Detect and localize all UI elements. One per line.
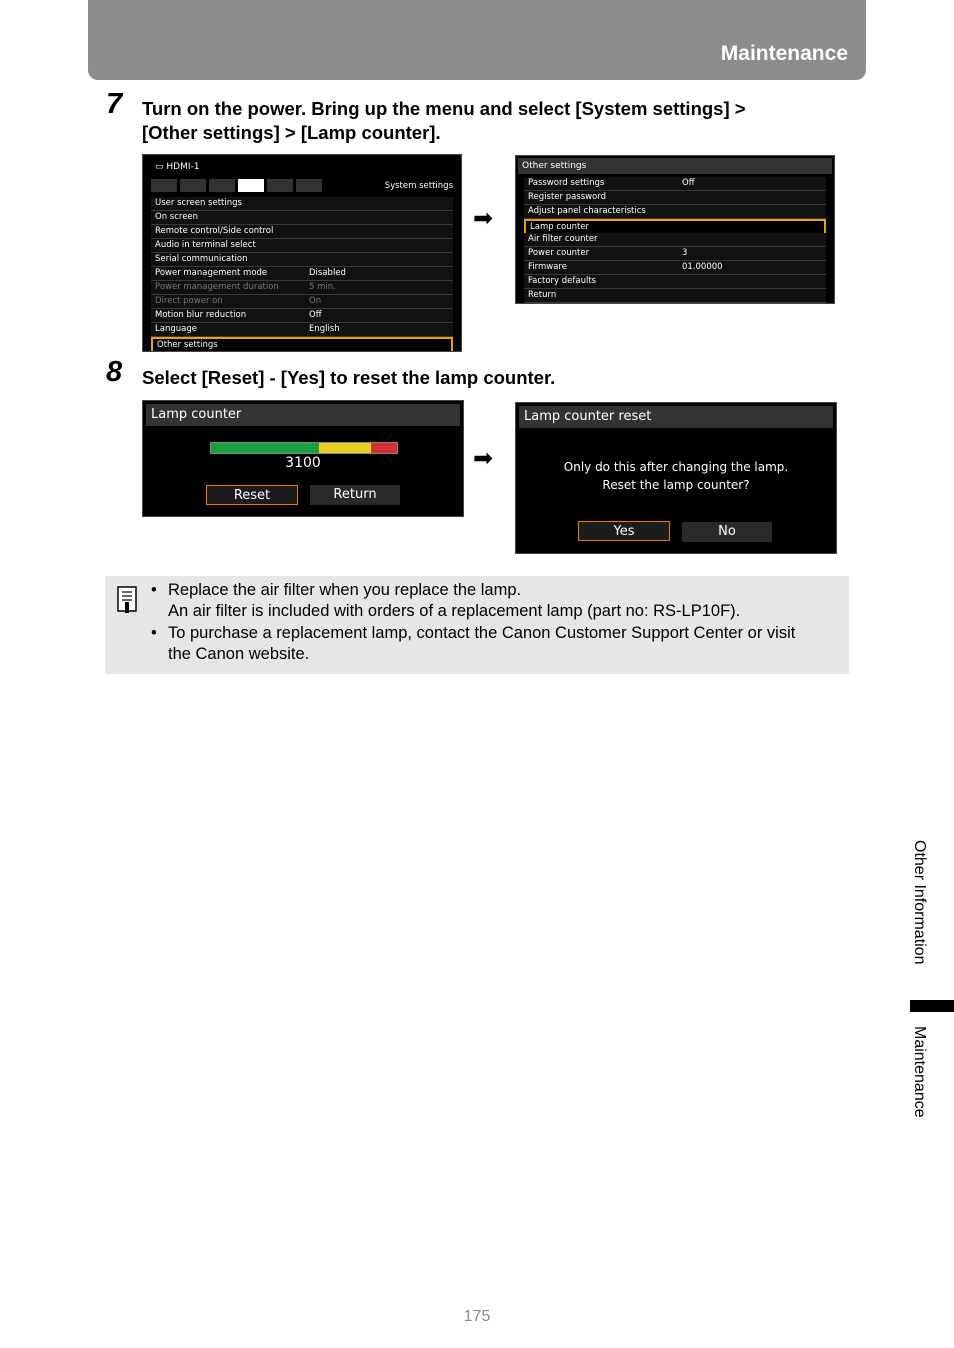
lamp-reset-message-line1: Only do this after changing the lamp. [563,460,789,474]
right-arrow-icon: ➡ [473,445,494,472]
menu-row[interactable] [151,225,453,239]
tab-title: System settings [384,181,453,191]
note-bullet-2: • [151,624,157,642]
menu-row[interactable] [524,247,826,261]
menu-row-label: Language [155,324,197,334]
header-title: Maintenance [720,42,848,65]
menu-row-label: Remote control/Side control [155,226,274,236]
page-number: 175 [463,1308,491,1325]
menu-tabs [151,179,321,193]
menu-row-value: Disabled [309,268,346,278]
menu-row-label: Factory defaults [528,276,597,286]
note-item-1-line2: An air filter is included with orders of a replacement lamp (part no: RS-LP10F). [168,602,741,620]
menu-row-label: Power management duration [155,282,279,292]
other-settings-screen [515,155,835,304]
menu-row-label: Direct power on [155,296,223,306]
menu-row[interactable] [151,239,453,253]
note-box [105,576,849,674]
note-bullet-1: • [151,581,157,599]
menu-row[interactable] [524,289,826,303]
lamp-reset-title: Lamp counter reset [519,406,833,428]
menu-row[interactable] [524,275,826,289]
lamp-bar-green [211,443,319,453]
menu-row-value: On [309,296,322,306]
step-7-number: 7 [106,88,123,120]
step-8-text: Select [Reset] - [Yes] to reset the lamp counter. [142,367,556,388]
yes-button[interactable]: Yes [578,521,670,541]
step-7-text [142,97,746,145]
menu-row-label: Power management mode [155,268,268,278]
note-item-2-line1: To purchase a replacement lamp, contact the Canon Customer Support Center or visit [168,624,796,642]
menu-row-label: Password settings [528,178,605,188]
return-button[interactable]: Return [310,485,400,505]
menu-row[interactable] [151,281,453,295]
menu-row[interactable] [151,197,453,211]
menu-row-label: On screen [155,212,199,222]
menu-row[interactable] [151,309,453,323]
lamp-level-bar [210,442,398,454]
network-tab-icon [267,179,293,192]
menu-row[interactable] [524,205,826,219]
system-tab-icon [238,179,264,192]
lamp-reset-message-line2: Reset the lamp counter? [602,478,750,492]
side-current-label: Maintenance [911,1026,928,1118]
note-item-2 [168,623,843,665]
menu-row-label: Air filter counter [528,234,598,244]
menu-row-label: Serial communication [155,254,248,264]
lamp-bar-yellow [319,443,371,453]
screen-tab-icon [180,179,206,192]
menu-row-value: 3 [682,248,688,258]
step-7-line1: Turn on the power. Bring up the menu and select [System settings] > [142,98,746,119]
menu-row-label: Register password [528,192,607,202]
menu-row[interactable] [151,337,453,352]
menu-row-label: Adjust panel characteristics [528,206,646,216]
source-label: ▭ HDMI-1 [155,162,200,172]
side-section-label: Other Information [911,840,928,965]
right-arrow-icon: ➡ [473,205,494,232]
menu-row-value: English [309,324,340,334]
memo-icon [117,586,137,614]
menu-row[interactable] [524,233,826,247]
menu-row-value: Off [682,178,695,188]
note-item-2-line2: the Canon website. [168,645,310,663]
menu-row-label: Power counter [528,248,590,258]
image-tab-icon [151,179,177,192]
input-icon: ▭ [155,162,167,172]
note-item-1 [168,580,843,622]
note-item-1-line1: Replace the air filter when you replace the lamp. [168,581,522,599]
lamp-bar-red [371,443,397,453]
menu-row-label: Firmware [528,262,567,272]
menu-row[interactable] [151,323,453,337]
menu-row[interactable] [524,261,826,275]
menu-row-value: 5 min. [309,282,336,292]
menu-row-label: Lamp counter [530,222,590,232]
step-7-line2: [Other settings] > [Lamp counter]. [142,122,441,143]
lamp-reset-message [516,458,836,494]
menu-row-value: 01.00000 [682,262,723,272]
menu-row[interactable] [151,267,453,281]
lamp-counter-value: 3100 [285,455,321,471]
system-settings-screen [142,154,462,352]
lamp-reset-screen [515,402,837,554]
other-settings-title: Other settings [518,158,832,174]
menu-row-label: Return [528,290,557,300]
menu-row[interactable] [151,211,453,225]
menu-row[interactable] [151,295,453,309]
menu-row[interactable] [151,253,453,267]
side-tab-marker [910,1000,954,1012]
lamp-counter-title: Lamp counter [146,404,460,426]
step-8-number: 8 [106,356,123,388]
menu-row-label: Motion blur reduction [155,310,247,320]
menu-row-label: User screen settings [155,198,242,208]
reset-button[interactable]: Reset [206,485,298,505]
page-header [88,0,866,80]
menu-row[interactable] [524,191,826,205]
menu-row-value: Off [309,310,322,320]
lamp-counter-screen [142,400,464,517]
install-tab-icon [209,179,235,192]
menu-row-label: Other settings [157,340,218,350]
info-tab-icon [296,179,322,192]
no-button[interactable]: No [682,522,772,542]
menu-row-label: Audio in terminal select [155,240,256,250]
menu-row[interactable] [524,177,826,191]
